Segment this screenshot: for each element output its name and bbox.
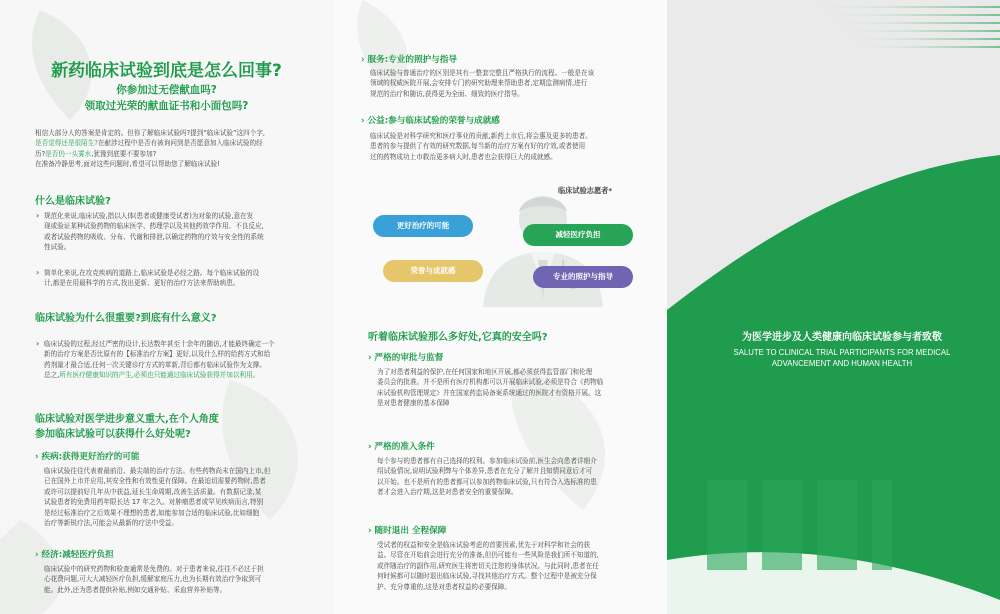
public-welfare-paragraph: 临床试验是对科学研究和医疗事业的贡献,新药上市后,将会惠及更多的患者。 患者的参与提供了有效的研究数据,每当新的治疗方案有好的疗效,或者使用 过的药物成功上市救治更多病人时,患者也会获得巨大的成就感。 (370, 132, 592, 161)
chevron-right-icon: › (368, 353, 372, 363)
intro-line: 历? (35, 149, 46, 158)
pill-better-treatment: 更好治疗的可能 (373, 215, 473, 237)
pill-professional-care: 专业的照护与指导 (533, 266, 633, 288)
chevron-right-icon: › (368, 526, 372, 536)
intro-line: ,犹豫到底要不要参加? (91, 149, 157, 158)
page-title: 新药临床试验到底是怎么回事? (51, 61, 282, 81)
heading-review-supervision: › 严格的审批与监督 (368, 353, 444, 363)
heading-why-important: 临床试验为什么很重要?到底有什么意义? (35, 313, 217, 324)
heading-withdraw-anytime: › 随时退出 全程保障 (368, 526, 447, 536)
heading-significance-2: 参加临床试验可以获得什么好处呢? (35, 429, 191, 440)
cover-title-cn: 为医学进步及人类健康向临床试验参与者致敬 (742, 332, 942, 343)
why-highlight: 所有医疗健康知识的产生,必须也只能通过临床试验获得并加以利用。 (59, 371, 260, 380)
chevron-right-icon: › (35, 452, 39, 462)
intro-highlight: 是否仍一头雾水 (45, 149, 92, 158)
cover-title-en (697, 348, 987, 369)
intro-line: 相信大部分人的答案是肯定的。但你了解临床试验吗?提到“临床试验”这四个字, (35, 129, 266, 137)
exit-paragraph: 受试者的权益和安全是临床试验考虑的首要因素,优先于对科学和社会的获 益。尽管在开始前会进行充分的准备,但仍可能有一些风险是我们所不知道的, 或伴随治疗的副作用,研究医生将密切关注您的身体状况。与此同时,患者在任 何时候都可以随时退出临床试验,寻找其他治疗方式。整个过程中是被充分保 护、充分尊重的,这是对患者权益的必要保障。 (377, 541, 599, 591)
intro-paragraph (35, 128, 325, 170)
chevron-right-icon: › (361, 116, 365, 126)
heading-public-welfare: › 公益:参与临床试验的荣誉与成就感 (361, 116, 500, 126)
heading-is-it-safe: 听着临床试验那么多好处,它真的安全吗? (368, 332, 548, 343)
right-panel-cover (667, 0, 1000, 614)
cover-title-en-line: ADVANCEMENT AND HUMAN HEALTH (771, 358, 913, 368)
chevron-right-icon: › (36, 268, 40, 277)
service-paragraph: 临床试验与普通治疗的区别是其有一整套完整且严格执行的流程。一般是在该 领域的权威医院开展,会安排专门的研究助理来帮助患者,定期监测病情,进行 规范的治疗和随访,获得更为全面、细致的医疗指导。 (370, 69, 595, 98)
pill-honor: 荣誉与成就感 (383, 260, 483, 282)
middle-panel (333, 0, 667, 614)
intro-highlight: 是否觉得还是很陌生? (35, 139, 98, 148)
heading-significance-1: 临床试验对医学进步意义重大,在个人角度 (35, 414, 219, 425)
left-panel (0, 0, 333, 614)
what-bullet-1: › 规范化来说,临床试验,指以人体(患者或健康受试者)为对象的试验,意在发 现或验证某种试验药物的临床医学、药理学以及其他药效学作用、不良反应, 或者试验药物的吸收、分布、代谢和排泄,以确定药物的疗效与安全性的系统 性试验。 (36, 211, 264, 252)
cover-title-en-line: SALUTE TO CLINICAL TRIAL PARTICIPANTS FOR MEDICAL (733, 348, 951, 357)
why-bullet: › 临床试验的过程,经过严密的设计,长达数年甚至十余年的随访,才能最终确定一个 新的治疗方案是否比原有的【标准治疗方案】更好,以及什么样的给药方式和给 药剂量才最合适,任何一次关键诊疗方式的革新,背后都有临床试验作为支撑。 总之,所有医疗健康知识的产生,必须也只能通过临床试验获得并加以利用。 (36, 339, 275, 380)
intro-line: 在献涉过程中是否有被询问到是否愿意加入临床试验的经 (97, 139, 263, 148)
heading-entry-criteria: › 严格的准入条件 (368, 442, 435, 452)
heading-economy: › 经济:减轻医疗负担 (35, 550, 114, 560)
heading-service: › 服务:专业的照护与指导 (361, 55, 457, 65)
chevron-right-icon: › (36, 211, 40, 220)
intro-line: 在准备冷静思考,面对这些问题时,希望可以帮助您了解临床试验! (35, 160, 220, 169)
heading-disease: › 疾病:获得更好治疗的可能 (35, 452, 140, 462)
decor-cover-shapes (667, 0, 1000, 614)
chevron-right-icon: › (35, 550, 39, 560)
chevron-right-icon: › (361, 55, 365, 65)
entry-paragraph: 每个参与的患者都有自己选择的权利。参加临床试验前,医生会向患者详细介 绍试验情况,说明试验利弊与个体差异,患者在充分了解并且知情同意后才可 以开始。也不是所有的患者都可以参加药物临床试验,只有符合入选标准的患 者才会进入治疗期,这是对患者安全的重要保障。 (377, 457, 597, 497)
subtitle-question-1: 你参加过无偿献血吗? (116, 84, 217, 96)
chevron-right-icon: › (368, 442, 372, 452)
review-paragraph: 为了对患者利益的保护,在任何国家和地区开展,都必须获得监管部门和伦理 委员会的批准。并不是所有医疗机构都可以开展临床试验,必须是符合《药物临 床试验机构管理规定》并在国家药监局备案系统通过的医院才有资格开展。这 是对患者健康的基本保障 (377, 368, 604, 408)
volunteer-label: 临床试验志愿者* (558, 186, 613, 195)
chevron-right-icon: › (36, 339, 40, 348)
disease-paragraph: 临床试验往往代表着最前沿、最尖端的治疗方法。有些药物尚未在国内上市,但 已在国外上市并应用,其安全性和有效性更有保障。在最迫切需要药物时,患者 或许可以提前好几年从中获益,延长生命周期,改善生活质量。有数据记录,某 试验患者的免费用药年限长达 17 年之久。对肿瘤患者或罕见疾病而言,特别 是经过标准治疗之后效果不理想的患者,如能参加合适的临床试验,比如细胞 治疗等新锐疗法,可能会从最新的疗法中受益。 (44, 467, 271, 528)
what-bullet-2: › 简单化来说,在攻克疾病的道路上,临床试验是必经之路。每个临床试验的设 计,都是在用最科学的方式,找出更新、更好的治疗方法来帮助病患。 (36, 268, 260, 288)
subtitle-question-2: 领取过光荣的献血证书和小面包吗? (84, 100, 249, 112)
economy-paragraph: 临床试验中的研究药物和检查通常是免费的。对于患者来说,往往不必过于担 心花费问题,可大大减轻医疗负担,缓解家庭压力,也为长期有效治疗争取到可 能。此外,还为患者提供补贴,例如交通补贴、采血营养补贴等。 (44, 565, 264, 594)
heading-what-is: 什么是临床试验? (35, 196, 111, 207)
pill-reduce-burden: 减轻医疗负担 (523, 224, 633, 246)
